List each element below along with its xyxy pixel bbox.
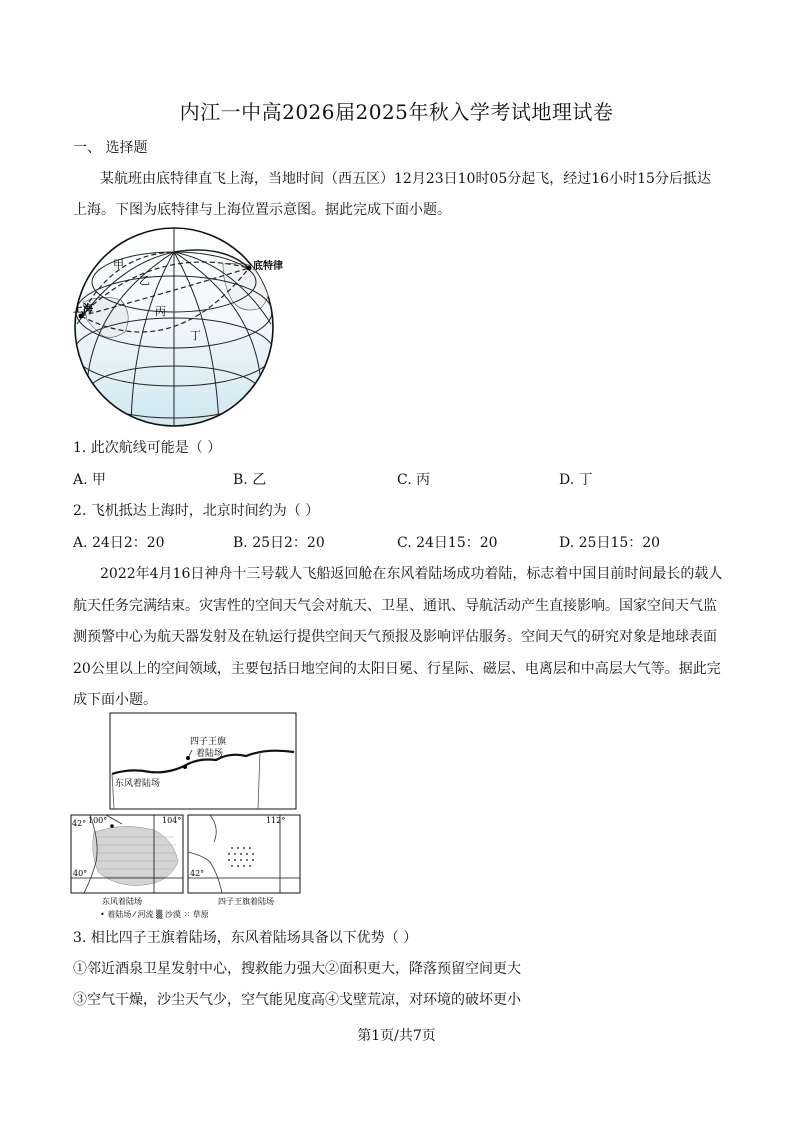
q1-option-b[interactable]: B. 乙: [233, 472, 267, 488]
label-lon-112: 112°: [266, 816, 286, 825]
q1-option-d[interactable]: D. 丁: [559, 472, 593, 488]
caption-dongfeng: 东风着陆场: [102, 897, 142, 906]
route-label-ding: 丁: [190, 329, 201, 342]
route-label-yi: 乙: [139, 274, 150, 287]
section-heading: 一、 选择题: [73, 140, 148, 156]
label-lat-42-left: 42°: [72, 819, 87, 828]
label-landing-site: 着陆场: [196, 749, 224, 759]
caption-siziwang: 四子王旗着陆场: [218, 897, 274, 906]
q3-statement-line2: ③空气干燥，沙尘天气少，空气能见度高④戈壁荒凉，对环境的破坏更小: [73, 992, 521, 1008]
label-siziwang: 四子王旗: [190, 737, 227, 747]
label-lon-104: 104°: [162, 816, 182, 825]
q1-option-c[interactable]: C. 丙: [397, 472, 431, 488]
q3-statement-line1: ①邻近酒泉卫星发射中心，搜救能力强大②面积更大，降落预留空间更大: [73, 961, 521, 977]
intro2-line2: 航天任务完满结束。灾害性的空间天气会对航天、卫星、通讯、导航活动产生直接影响。国家空间天气监: [73, 598, 717, 614]
intro1-line1: 某航班由底特律直飞上海，当地时间（西五区）12月23日10时05分起飞，经过16小时15分后抵达: [100, 171, 711, 187]
intro2-line1: 2022年4月16日神舟十三号载人飞船返回舱在东风着陆场成功着陆，标志着中国目前时间最长的载人: [100, 566, 723, 582]
q2-option-d[interactable]: D. 25日15：20: [559, 535, 661, 551]
label-lon-100: 100°: [88, 816, 108, 825]
q1-stem: 1. 此次航线可能是（ ）: [73, 440, 222, 456]
q2-option-a[interactable]: A. 24日2：20: [73, 535, 165, 551]
route-label-jia: 甲: [113, 258, 124, 271]
city-label-detroit: 底特律: [253, 261, 283, 272]
page-footer: 第1页/共7页: [357, 1028, 436, 1044]
label-lat-42-right: 42°: [190, 869, 205, 878]
page-title: 内江一中高2026届2025年秋入学考试地理试卷: [179, 100, 614, 124]
landing-map: [70, 712, 302, 922]
q2-option-c[interactable]: C. 24日15：20: [397, 535, 498, 551]
intro2-line4: 20公里以上的空间领域，主要包括日地空间的太阳日冕、行星际、磁层、电离层和中高层大气等。据此完: [73, 661, 721, 677]
intro1-line2: 上海。下图为底特律与上海位置示意图。据此完成下面小题。: [73, 202, 451, 218]
q1-option-a[interactable]: A. 甲: [73, 472, 107, 488]
label-dongfeng: 东风着陆场: [115, 779, 161, 789]
globe-figure: [73, 224, 299, 430]
intro2-line5: 成下面小题。: [73, 692, 157, 708]
map-legend: • 着陆场 ⁄ 河流 ▒ 沙漠 ⁙ 草原: [100, 910, 209, 919]
label-lat-40: 40°: [73, 869, 88, 878]
q2-stem: 2. 飞机抵达上海时，北京时间约为（ ）: [73, 503, 320, 519]
q3-stem: 3. 相比四子王旗着陆场，东风着陆场具备以下优势（ ）: [73, 930, 418, 946]
q2-option-b[interactable]: B. 25日2：20: [233, 535, 325, 551]
globe-map: [73, 224, 299, 430]
route-label-bing: 丙: [155, 305, 166, 318]
city-label-shanghai: 上海: [73, 304, 93, 315]
landing-site-maps: [70, 712, 302, 922]
intro2-line3: 测预警中心为航天器发射及在轨运行提供空间天气预报及影响评估服务。空间天气的研究对象是地球表面: [73, 629, 717, 645]
